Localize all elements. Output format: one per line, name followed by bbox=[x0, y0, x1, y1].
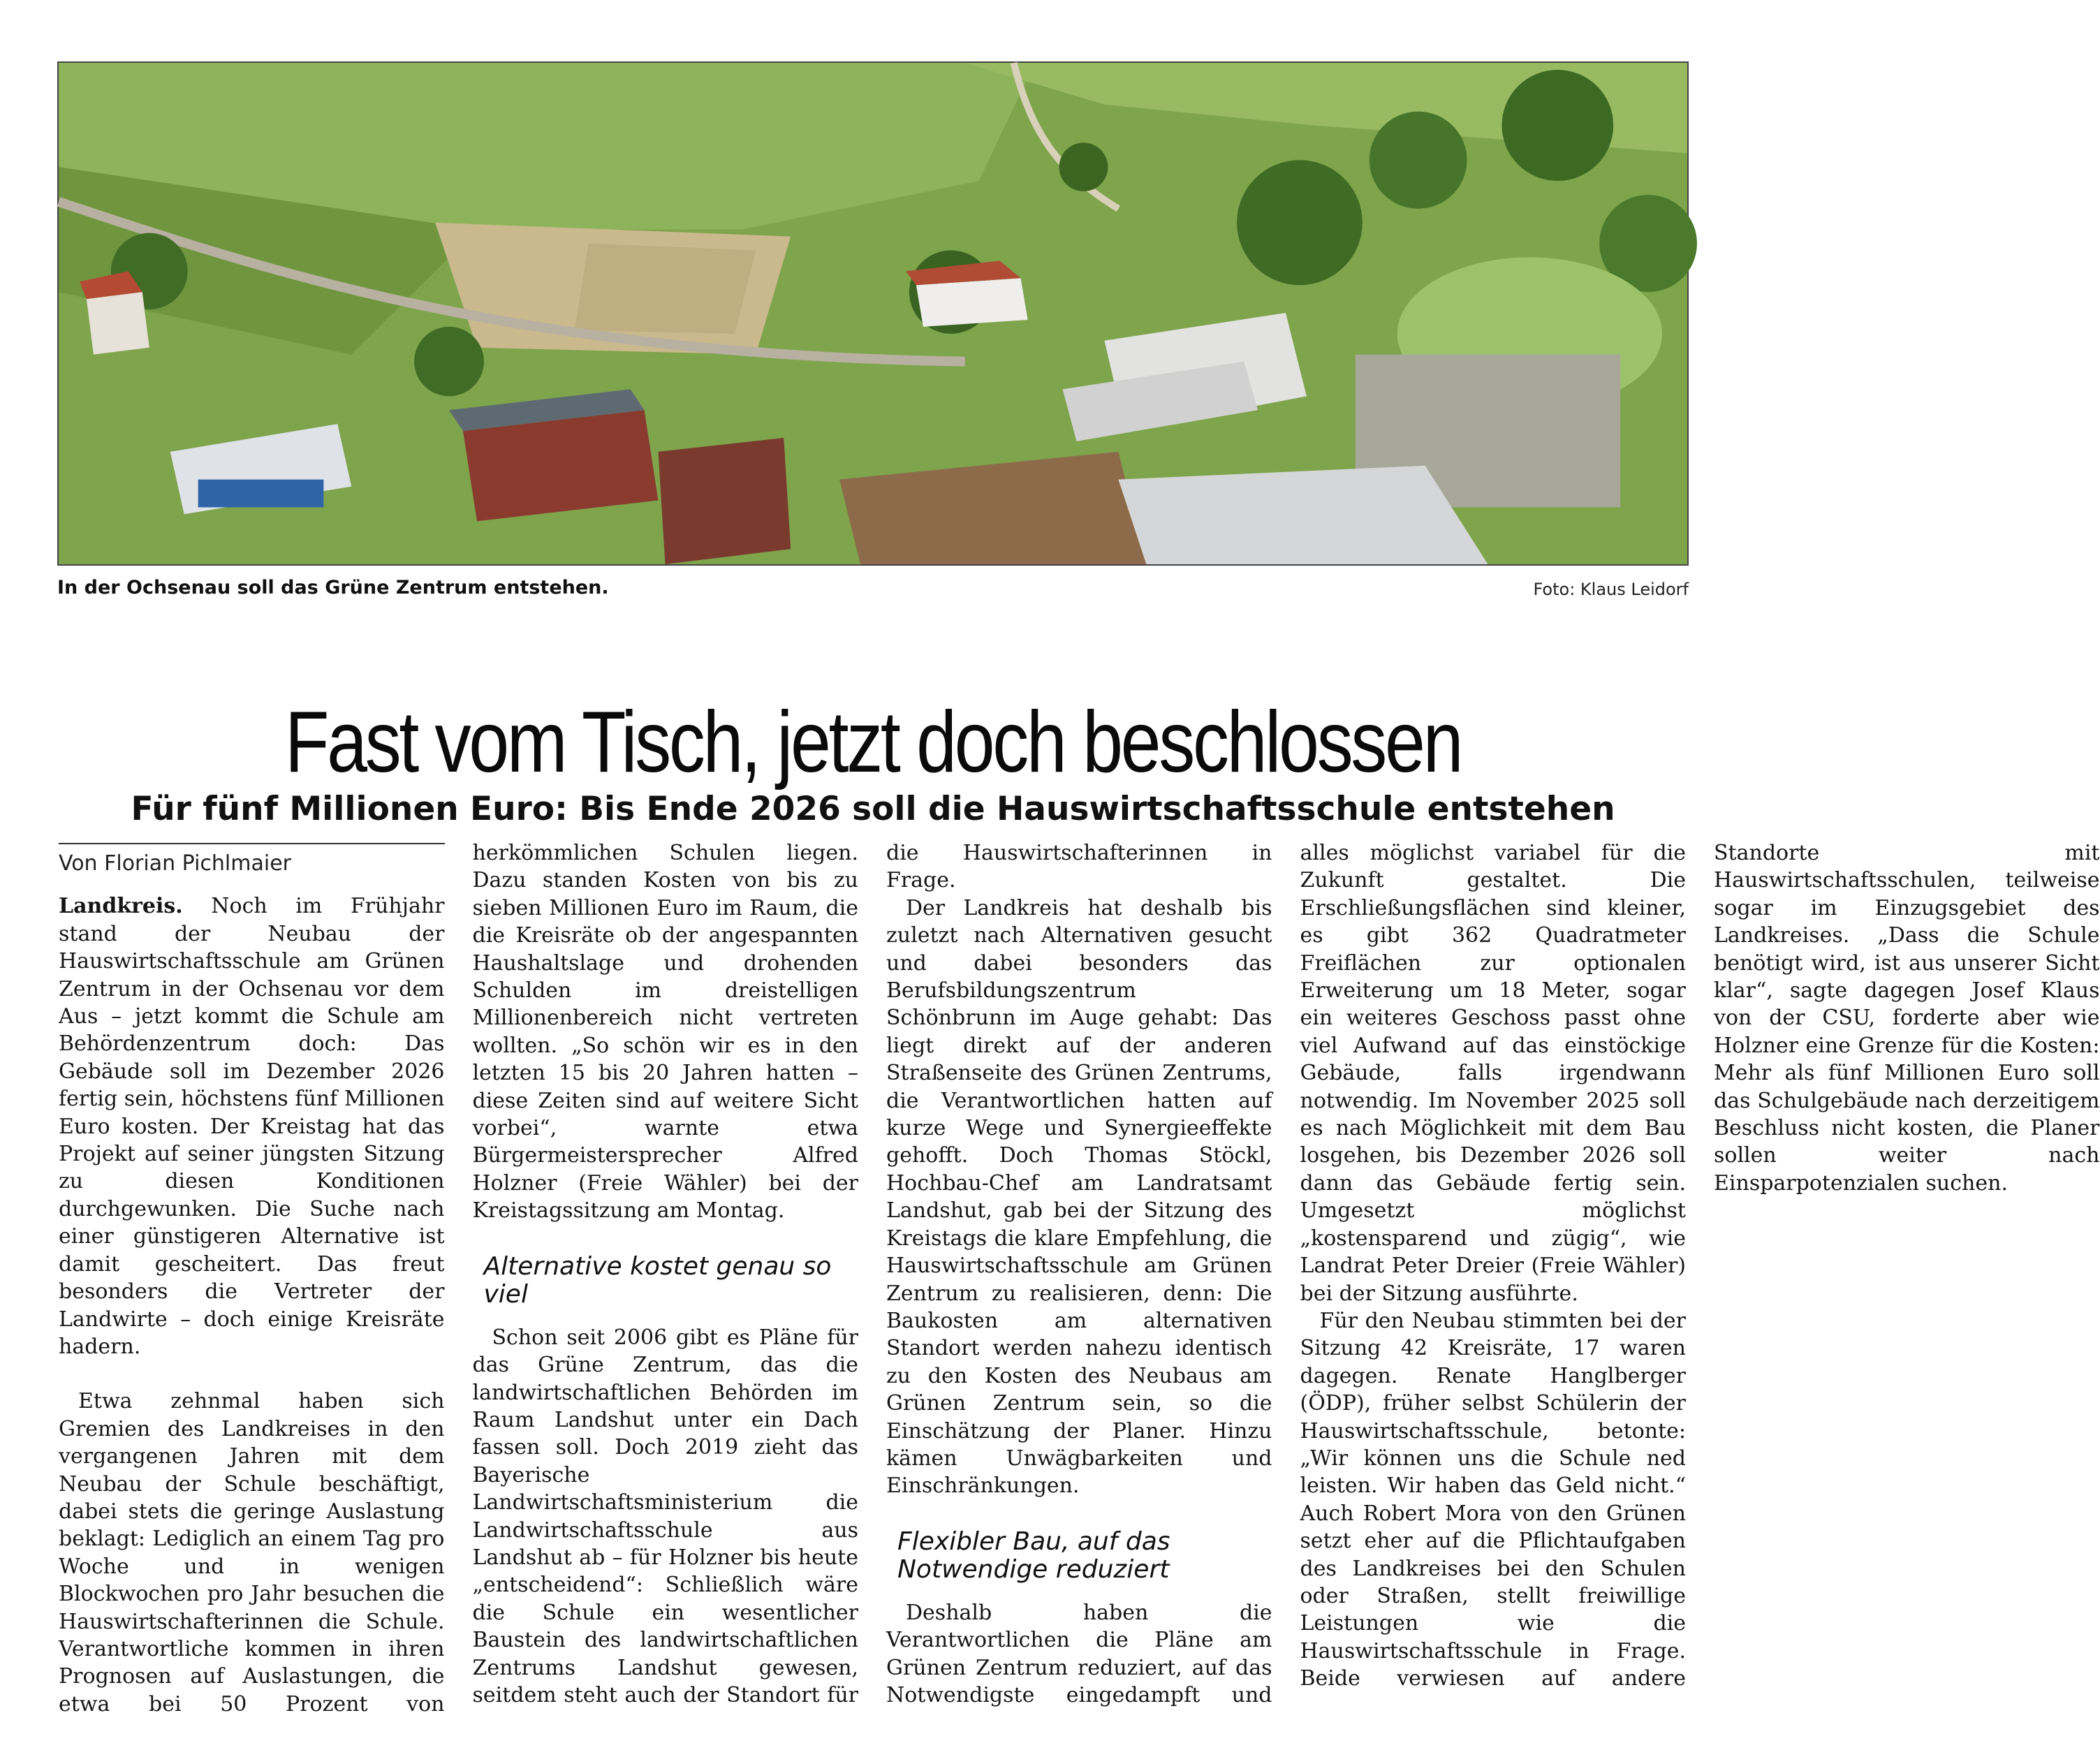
aerial-photo bbox=[57, 61, 1689, 566]
lead-paragraph bbox=[59, 892, 445, 1360]
subheadline: Für fünf Millionen Euro: Bis Ende 2026 soll die Hauswirtschaftsschule entstehen bbox=[131, 790, 1615, 828]
paragraph: Schon seit 2006 gibt es Pläne für das Grüne Zentrum, das die landwirtschaftlichen Behörden im Raum Landshut unter ein Dach fassen soll. Doch 2019 zieht das Bayerische Landwirtschaftsministerium die Landwirtschaftsschule aus Landshut ab – für Holzner bis heute „entscheidend“: Schließlich wäre die Schule ein wesentlicher Baustein des landwirtschaftlichen Zentrums Landshut gewesen, seitdem steht auch der Standort für die Hauswirtschafterinnen in Frage. bbox=[472, 841, 1272, 1707]
dateline: Landkreis. bbox=[59, 894, 183, 919]
crosshead: Flexibler Bau, auf das Notwendige reduziert bbox=[897, 1527, 1170, 1584]
byline: Von Florian Pichlmaier bbox=[59, 851, 291, 876]
headline: Fast vom Tisch, jetzt doch beschlossen bbox=[284, 694, 1462, 791]
byline-rule bbox=[59, 843, 445, 844]
aerial-photo-illustration bbox=[59, 63, 1687, 564]
paragraph: Etwa zehnmal haben sich Gremien des Landkreises in den vergangenen Jahren mit dem Neubau der Schule beschäftigt, dabei stets die geringe Auslastung beklagt: Lediglich an einem Tag pro Woche und in wenigen Blockwochen pro Jahr besuchen die Hauswirtschafterinnen die Schule. Verantwortliche kommen in ihren Prognosen auf Auslastungen, die etwa bei 50 Prozent von herkömmlichen Schulen liegen. Dazu standen Kosten von bis zu sieben Millionen Euro im Raum, die die Kreisräte ob der angespannten Haushaltslage und drohenden Schulden im dreistelligen Millionenbereich nicht vertreten wollten. „So schön wir es in den letzten 15 bis 20 Jahren hatten – diese Zeiten sind auf weitere Sicht vorbei“, warnte etwa Bürgermeistersprecher Alfred Holzner (Freie Wähler) bei der Kreistagssitzung am Montag. bbox=[59, 841, 858, 1716]
paragraph: Für den Neubau stimmten bei der Sitzung 42 Kreisräte, 17 waren dagegen. Renate Hanglberger (ÖDP), früher selbst Schülerin der Hauswirtschaftsschule, betonte: „Wir können uns die Schule ned leisten. Wir haben das Geld nicht.“ Auch Robert Mora von den Grünen setzt eher auf die Pflichtaufgaben des Landkreises bei den Schulen oder Straßen, stellt freiwillige Leistungen wie die Hauswirtschaftsschule in Frage. Beide verwiesen auf andere Standorte mit Hauswirtschaftsschulen, teilweise sogar im Einzugsgebiet des Landkreises. „Dass die Schule benötigt wird, ist aus unserer Sicht klar“, sagte dagegen Josef Klaus von der CSU, forderte aber wie Holzner eine Grenze für die Kosten: Mehr als fünf Millionen Euro soll das Schulgebäude nach derzeitigem Beschluss nicht kosten, die Planer sollen weiter nach Einsparpotenzialen suchen. bbox=[1300, 841, 2100, 1691]
crosshead: Alternative kostet genau so viel bbox=[483, 1251, 832, 1309]
paragraph: Der Landkreis hat deshalb bis zuletzt nach Alternativen gesucht und dabei besonders das Berufsbildungszentrum Schönbrunn im Auge gehabt: Das liegt direkt auf der anderen Straßenseite des Grünen Zentrums, die Verantwortlichen hatten auf kurze Wege und Synergieeffekte gehofft. Doch Thomas Stöckl, Hochbau-Chef am Landratsamt Landshut, gab bei der Sitzung des Kreistags die klare Empfehlung, die Hauswirtschaftsschule am Grünen Zentrum zu realisieren, denn: Die Baukosten am alternativen Standort werden nahezu identisch zu den Kosten des Neubaus am Grünen Zentrum sein, so die Einschätzung der Planer. Hinzu kämen Unwägbarkeiten und Einschränkungen. bbox=[886, 895, 1272, 1499]
article-body bbox=[59, 839, 2100, 1719]
photo-caption: In der Ochsenau soll das Grüne Zentrum entstehen. bbox=[57, 577, 609, 598]
paragraph: Deshalb haben die Verantwortlichen die Pläne am Grünen Zentrum reduziert, auf das Notwendigste eingedampft und alles möglichst variabel für die Zukunft gestaltet. Die Erschließungsflächen sind kleiner, es gibt 362 Quadratmeter Freiflächen zur optionalen Erweiterung um 18 Meter, sogar ein weiteres Geschoss passt ohne viel Aufwand auf das einstöckige Gebäude, falls irgendwann notwendig. Im November 2025 soll es nach Möglichkeit mit dem Bau losgehen, bis Dezember 2026 soll dann das Gebäude fertig sein. Umgesetzt möglichst „kostensparend und zügig“, wie Landrat Peter Dreier (Freie Wähler) bei der Sitzung ausführte. bbox=[886, 841, 1686, 1707]
paragraph-text: Noch im Frühjahr stand der Neubau der Hauswirtschaftsschule am Grünen Zentrum in der Ochsenau vor dem Aus – jetzt kommt die Schule am Behördenzentrum doch: Das Gebäude soll im Dezember 2026 fertig sein, höchstens fünf Millionen Euro kosten. Der Kreistag hat das Projekt auf seiner jüngsten Sitzung zu diesen Konditionen durchgewunken. Die Suche nach einer günstigeren Alternative ist damit gescheitert. Das freut besonders die Vertreter der Landwirte – doch einige Kreisräte hadern. bbox=[59, 894, 445, 1359]
photo-credit: Foto: Klaus Leidorf bbox=[1533, 580, 1689, 599]
